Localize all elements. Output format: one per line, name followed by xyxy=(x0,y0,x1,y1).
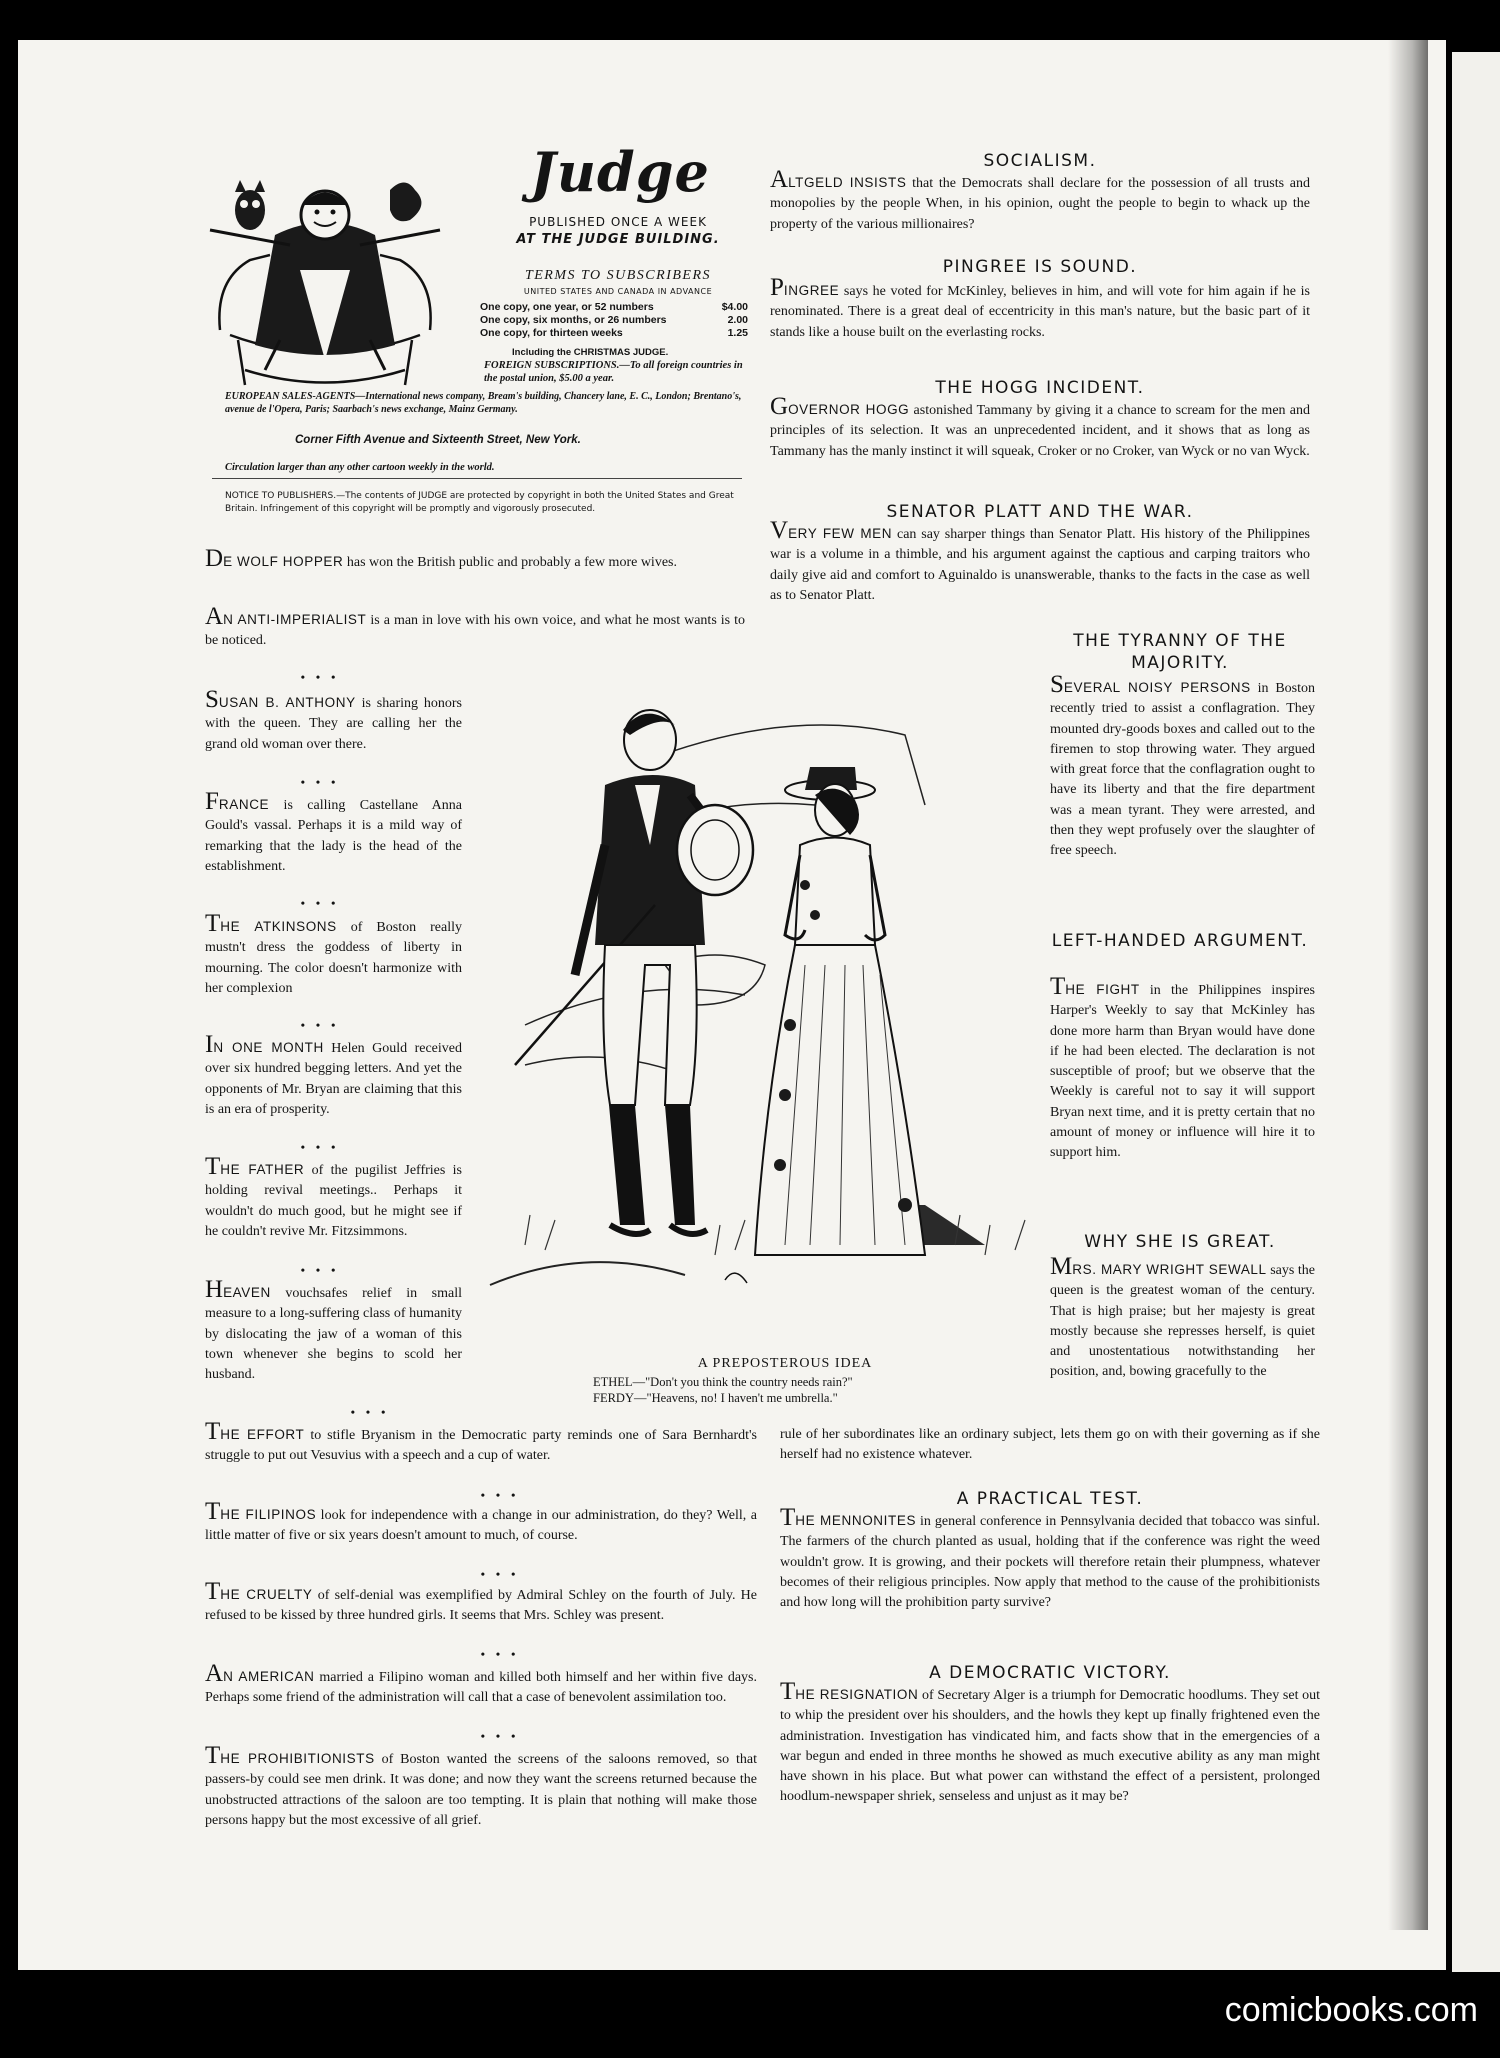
price-row xyxy=(480,301,748,313)
drop-cap: M xyxy=(1050,1253,1073,1280)
paragraph-text: is calling Castellane Anna Gould's vassal. Perhaps it is a mild way of remarking that the lady is the head of the establishment. xyxy=(205,798,462,874)
paragraph-text: in general conference in Pennsylvania decided that tobacco was sinful. The farmers of the church planted as usual, holding that if the conference was right the weed wouldn't grow. It is growing, and their pockets will therefore retain their plumpness, whatever becomes of their religious principles. Now apply that method to the cause of the prohibitionists and how long will the prohibition party survive? xyxy=(780,1514,1320,1611)
paragraph-lead: E WOLF HOPPER xyxy=(223,554,344,569)
notice-to-publishers: NOTICE TO PUBLISHERS.—The contents of JUDGE are protected by copyright in both the United States and Great Britain. Infringement of this copyright will be promptly and vigorously prosecuted. xyxy=(225,491,734,514)
paragraph-lead: EAVEN xyxy=(223,1285,271,1300)
section-heading: THE TYRANNY OF THE MAJORITY. xyxy=(1073,631,1287,673)
paragraph xyxy=(770,393,1310,462)
illustration-dialogue-line: FERDY—"Heavens, no! I haven't me umbrella." xyxy=(593,1391,838,1405)
terms-region: UNITED STATES AND CANADA IN ADVANCE xyxy=(523,287,713,296)
paragraph-text: is a man in love with his own voice, and what he most wants is to be noticed. xyxy=(205,613,745,649)
paragraph-lead: RANCE xyxy=(218,797,270,812)
separator-dots: • • • xyxy=(480,1647,520,1661)
price-label: One copy, one year, or 52 numbers xyxy=(480,301,654,313)
drop-cap: V xyxy=(770,517,789,544)
separator-dots: • • • xyxy=(480,1567,520,1581)
publication-place: AT THE JUDGE BUILDING. xyxy=(516,232,720,247)
drop-cap: T xyxy=(205,1742,221,1769)
drop-cap: I xyxy=(205,1031,214,1058)
judge-logo: Judge xyxy=(530,140,710,204)
section-heading: A PRACTICAL TEST. xyxy=(956,1489,1144,1509)
paragraph-lead: N AMERICAN xyxy=(223,1669,315,1684)
paragraph-lead: RS. MARY WRIGHT SEWALL xyxy=(1072,1262,1267,1277)
price-label: One copy, for thirteen weeks xyxy=(480,327,623,339)
paragraph xyxy=(205,910,462,999)
separator-dots: • • • xyxy=(480,1488,520,1502)
separator-dots: • • • xyxy=(300,775,340,789)
terms-title: TERMS TO SUBSCRIBERS xyxy=(524,268,712,283)
illustration-dialogue-line: ETHEL—"Don't you think the country needs rain?" xyxy=(593,1375,853,1389)
paragraph xyxy=(205,686,462,755)
paragraph-text: married a Filipino woman and killed both himself and her within five days. Perhaps some friend of the administration will call that a case of benevolent assimilation too. xyxy=(205,1670,757,1706)
paragraph xyxy=(770,274,1310,343)
cartoon-illustration xyxy=(485,645,1050,1305)
paragraph-lead: HE MENNONITES xyxy=(795,1513,917,1528)
separator-dots: • • • xyxy=(350,1405,390,1419)
price-row xyxy=(480,327,748,339)
drop-cap: H xyxy=(205,1276,224,1303)
paragraph-lead: HE RESIGNATION xyxy=(795,1687,919,1702)
separator-dots: • • • xyxy=(480,1729,520,1743)
paragraph-text: is sharing honors with the queen. They are calling her the grand old woman over there. xyxy=(205,696,462,752)
paragraph-text: in the Philippines inspires Harper's Weekly to say that McKinley has done more harm than Bryan would have done if he had been elected. The declaration is not susceptible of proof; but we observe that the Weekly is careful not to say it will support Bryan next time, and it is pretty certain that no amount of money or influence will hire it to support him. xyxy=(1050,983,1315,1161)
paragraph-lead: HE FIGHT xyxy=(1065,982,1140,997)
paragraph xyxy=(770,517,1310,606)
office-address: Corner Fifth Avenue and Sixteenth Street, New York. xyxy=(295,434,581,446)
foreign-subscriptions: FOREIGN SUBSCRIPTIONS.—To all foreign countries in the postal union, $5.00 a year. xyxy=(484,360,743,384)
paragraph-lead: INGREE xyxy=(783,283,840,298)
section-heading: SENATOR PLATT AND THE WAR. xyxy=(886,502,1194,522)
separator-dots: • • • xyxy=(300,1140,340,1154)
paragraph-lead: HE EFFORT xyxy=(220,1427,305,1442)
paragraph xyxy=(1050,1253,1315,1383)
section-heading: A DEMOCRATIC VICTORY. xyxy=(929,1663,1171,1683)
paragraph-lead: EVERAL NOISY PERSONS xyxy=(1063,680,1251,695)
section-heading: THE HOGG INCIDENT. xyxy=(935,378,1145,398)
drop-cap: T xyxy=(780,1678,796,1705)
drop-cap: D xyxy=(205,545,224,572)
price-row xyxy=(480,314,748,326)
drop-cap: A xyxy=(205,603,224,630)
paragraph-lead: HE CRUELTY xyxy=(220,1587,313,1602)
drop-cap: S xyxy=(1050,671,1064,698)
paragraph-lead: USAN B. ANTHONY xyxy=(218,695,356,710)
drop-cap: S xyxy=(205,686,219,713)
paragraph-text: look for independence with a change in our administration, do they? Well, a little matter of five or six years doesn't amount to much, of course. xyxy=(205,1508,757,1544)
paragraph-text: says he voted for McKinley, believes in him, and will vote for him again if he is renominated. There is a great deal of eccentricity in this man's nature, but the basic part of it stands like a house built on the everlasting rocks. xyxy=(770,284,1310,340)
paragraph xyxy=(1050,671,1315,862)
paragraph xyxy=(205,1578,757,1627)
publication-frequency: PUBLISHED ONCE A WEEK xyxy=(529,215,707,229)
price-value: 2.00 xyxy=(727,314,748,326)
paragraph-text: Helen Gould received over six hundred begging letters. And yet the opponents of Mr. Bryan are claiming that this is an era of prosperity. xyxy=(205,1041,462,1117)
paragraph xyxy=(205,1498,757,1547)
paragraph-text: of the pugilist Jeffries is holding revival meetings.. Perhaps it wouldn't do much good, but he might see if he couldn't revive Mr. Fitzsimmons. xyxy=(205,1163,462,1239)
paragraph-text: of Secretary Alger is a triumph for Democratic hoodlums. They set out to whip the president over his shoulders, and the howls they kept up finally frightened even the administration. Investigation has vindicated him, and facts show that in the emergencies of a war begun and ended in three months he showed as much executive ability as any man might have shown in his place. But what power can withstand the effect of a persistent, prolonged hoodlum-newspaper shriek, senseless and unjust as it may be? xyxy=(780,1688,1320,1805)
section-heading: LEFT-HANDED ARGUMENT. xyxy=(1051,931,1309,951)
separator-dots: • • • xyxy=(300,1018,340,1032)
paragraph xyxy=(205,1276,462,1385)
drop-cap: P xyxy=(770,274,784,301)
paragraph xyxy=(780,1504,1320,1613)
paragraph-lead: LTGELD INSISTS xyxy=(788,175,907,190)
paragraph-text: vouchsafes relief in small measure to a long-suffering class of humanity by dislocating the jaw of a woman of this town whenever she begins to scold her husband. xyxy=(205,1286,462,1383)
drop-cap: T xyxy=(205,1578,221,1605)
paragraph-text: to stifle Bryanism in the Democratic party reminds one of Sara Bernhardt's struggle to put out Vesuvius with a speech and a cup of water. xyxy=(205,1428,757,1464)
sales-agents: EUROPEAN SALES-AGENTS—International news company, Bream's building, Chancery lane, E. C., London; Brentano's, avenue de l'Opera, Paris; Saarbach's news exchange, Mainz Germany. xyxy=(225,391,742,415)
drop-cap: T xyxy=(205,1418,221,1445)
separator-dots: • • • xyxy=(300,670,340,684)
price-value: 1.25 xyxy=(727,327,748,339)
paragraph xyxy=(205,1660,757,1709)
masthead-divider xyxy=(212,478,742,479)
site-watermark: comicbooks.com xyxy=(1224,1991,1478,2029)
paragraph-text: in Boston recently tried to assist a conflagration. They mounted dry-goods boxes and called out to the firemen to stop throwing water. They argued with great force that the conflagration ought to have its liberty and that the fire department was a mean tyrant. They were arrested, and then they wept profusely over the slaughter of free speech. xyxy=(1050,681,1315,859)
paragraph-lead: N ONE MONTH xyxy=(213,1040,324,1055)
drop-cap: T xyxy=(205,1498,221,1525)
separator-dots: • • • xyxy=(300,1263,340,1277)
circulation-note: Circulation larger than any other cartoon weekly in the world. xyxy=(225,462,495,473)
paragraph-text: astonished Tammany by giving it a chance to scream for the men and principles of its selection. It was an unprecedented incident, and it shows that as long as Tammany has the manly instinct it will squeak, Croker or no Croker, van Wyck or no van Wyck. xyxy=(770,403,1310,459)
drop-cap: G xyxy=(770,393,789,420)
drop-cap: T xyxy=(205,910,221,937)
page-gutter-shadow xyxy=(1388,0,1428,1930)
paragraph xyxy=(1050,973,1315,1164)
paragraph-text: that the Democrats shall declare for the possession of all trusts and monopolies by the people When, in his opinion, ought the people to begin to whack up the property of the various millionaires? xyxy=(770,176,1310,232)
paragraph-text: can say sharper things than Senator Platt. His history of the Philippines war is a volume in a thimble, and his argument against the captious and carping traitors who daily give aid and comfort to Aguinaldo is unanswerable, thanks to the facts in the case as well as to Senator Platt. xyxy=(770,527,1310,603)
paragraph xyxy=(205,788,462,877)
paragraph-lead: HE ATKINSONS xyxy=(220,919,337,934)
paragraph xyxy=(770,166,1310,235)
paragraph-text: says the queen is the greatest woman of the century. That is high praise; but her majesty is great mostly because she represses herself, is quiet and unostentatious notwithstanding her position, and, bowing gracefully to the xyxy=(1050,1263,1315,1380)
paragraph xyxy=(205,1031,462,1120)
price-value: $4.00 xyxy=(721,301,748,313)
paragraph-text: of Boston wanted the screens of the saloons removed, so that passers-by could see men drink. It was done; and now they want the screens returned because the unobstructed attractions of the saloon are too tempting. It is plain that nothing will make those persons happy but the most excessive of all grief. xyxy=(205,1752,757,1828)
drop-cap: T xyxy=(780,1504,796,1531)
drop-cap: T xyxy=(205,1153,221,1180)
paragraph-text: of Boston really mustn't dress the goddess of liberty in mourning. The color doesn't harmonize with her complexion xyxy=(205,920,462,996)
paragraph xyxy=(205,1742,757,1831)
paragraph-continuation: rule of her subordinates like an ordinary subject, lets them go on with their governing as if she herself had no existence whatever. xyxy=(780,1427,1320,1463)
drop-cap: A xyxy=(770,166,789,193)
section-heading: SOCIALISM. xyxy=(983,151,1097,171)
paragraph xyxy=(205,1153,462,1242)
paragraph xyxy=(205,545,745,573)
paragraph-lead: OVERNOR HOGG xyxy=(788,402,910,417)
section-heading: PINGREE IS SOUND. xyxy=(942,257,1138,277)
price-label: One copy, six months, or 26 numbers xyxy=(480,314,667,326)
separator-dots: • • • xyxy=(300,896,340,910)
paragraph xyxy=(205,1418,757,1467)
masthead-judge-illustration xyxy=(190,160,460,390)
paragraph-lead: HE FILIPINOS xyxy=(220,1507,317,1522)
paragraph-lead: N ANTI-IMPERIALIST xyxy=(223,612,367,627)
paragraph-lead: HE FATHER xyxy=(220,1162,305,1177)
paragraph xyxy=(780,1678,1320,1808)
paragraph-lead: ERY FEW MEN xyxy=(788,526,893,541)
paragraph-text: of self-denial was exemplified by Admiral Schley on the fourth of July. He refused to be kissed by three hundred girls. It seems that Mrs. Schley was present. xyxy=(205,1588,757,1624)
christmas-note: Including the CHRISTMAS JUDGE. xyxy=(512,347,669,358)
drop-cap: F xyxy=(205,788,219,815)
drop-cap: A xyxy=(205,1660,224,1687)
facing-page-edge xyxy=(1452,52,1500,1972)
illustration-title: A PREPOSTEROUS IDEA xyxy=(697,1356,873,1371)
drop-cap: T xyxy=(1050,973,1066,1000)
paragraph-lead: HE PROHIBITIONISTS xyxy=(220,1751,375,1766)
paragraph-text: has won the British public and probably a few more wives. xyxy=(343,555,677,570)
section-heading: WHY SHE IS GREAT. xyxy=(1084,1232,1276,1252)
